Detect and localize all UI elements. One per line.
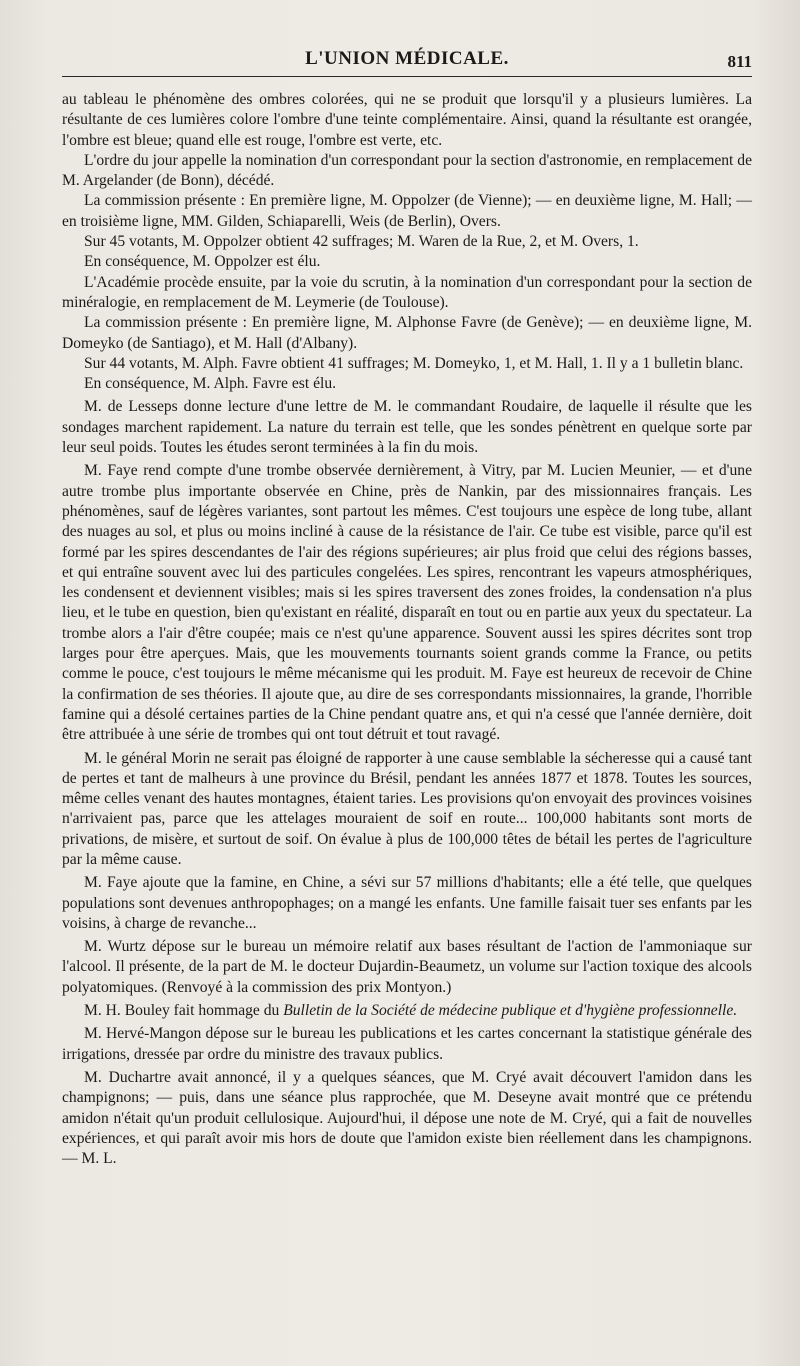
paragraph-mineralogy-result: En conséquence, M. Alph. Favre est élu. xyxy=(84,375,337,393)
bouley-text: M. H. Bouley fait hommage du xyxy=(84,1002,284,1020)
page-number: 811 xyxy=(727,52,752,71)
paragraph-astronomy-result: En conséquence, M. Oppolzer est élu. xyxy=(84,253,321,271)
paragraph-mineralogy-nomination: L'Académie procède ensuite, par la voie du scrutin, à la nomination d'un correspondant pour la section de minéralogie, en remplacement de M. Leymerie (de Toulouse). xyxy=(62,273,752,311)
paragraph-herve-mangon: M. Hervé-Mangon dépose sur le bureau les publications et les cartes concernant la statistique générale des irrigations, dressée par ordre du ministre des travaux publics. xyxy=(62,1025,752,1063)
bulletin-title: Bulletin de la Société de médecine publique et d'hygiène professionnelle. xyxy=(283,1002,738,1020)
paragraph-astronomy-nomination: L'ordre du jour appelle la nomination d'un correspondant pour la section d'astronomie, en remplacement de M. Argelander (de Bonn), décédé. xyxy=(62,151,752,190)
article-body xyxy=(62,90,752,1169)
paragraph-duchartre: M. Duchartre avait annoncé, il y a quelques séances, que M. Cryé avait découvert l'amidon dans les champignons; — puis, dans une séance plus rapprochée, que M. Deseyne avait montré que ce prétendu amidon n'était qu'un produit cellulosique. Aujourd'hui, il dépose une note de M. Cryé, qui a fait de nouvelles expériences, et qui paraît avoir mis hors de doute que l'amidon existe bien réellement dans les champignons. — M. L. xyxy=(62,1068,752,1168)
paragraph-mineralogy-commission: La commission présente : En première ligne, M. Alphonse Favre (de Genève); — en deuxième ligne, M. Domeyko (de Santiago), et M. Hall (d'Albany). xyxy=(62,314,752,352)
paragraph-astronomy-vote: Sur 45 votants, M. Oppolzer obtient 42 suffrages; M. Waren de la Rue, 2, et M. Overs, 1. xyxy=(84,233,639,251)
running-header xyxy=(62,42,752,77)
paragraph-wurtz: M. Wurtz dépose sur le bureau un mémoire relatif aux bases résultant de l'action de l'ammoniaque sur l'alcool. Il présente, de la part de M. le docteur Dujardin-Beaumetz, un volume sur l'action toxique des alcools polyatomiques. (Renvoyé à la commission des prix Montyon.) xyxy=(62,938,752,996)
paragraph-bouley xyxy=(62,1001,752,1021)
paragraph-lesseps: M. de Lesseps donne lecture d'une lettre de M. le commandant Roudaire, de laquelle il résulte que les sondages marchent rapidement. La nature du terrain est telle, que les sondes pénètrent en quelque sorte par leur seul poids. Toutes les études seront terminées à la fin du mois. xyxy=(62,398,752,457)
paragraph-continuation: au tableau le phénomène des ombres colorées, qui ne se produit que lorsqu'il y a plusieurs lumières. La résultante de ces lumières colore l'ombre d'une teinte complémentaire. Ainsi, quand la résultante est orangée, l'ombre est bleue; quand elle est rouge, l'ombre est verte, etc. xyxy=(62,91,752,149)
paragraph-faye-famine: M. Faye ajoute que la famine, en Chine, a sévi sur 57 millions d'habitants; elle a été telle, que quelques populations sont devenues anthropophages; on a mangé les enfants. Une famille faisait tuer ses enfants par les voisins, à charge de revanche... xyxy=(62,874,752,932)
paragraph-mineralogy-vote: Sur 44 votants, M. Alph. Favre obtient 41 suffrages; M. Domeyko, 1, et M. Hall, 1. Il y a 1 bulletin blanc. xyxy=(84,354,744,372)
journal-title: L'UNION MÉDICALE. xyxy=(305,48,509,69)
paragraph-astronomy-commission: La commission présente : En première ligne, M. Oppolzer (de Vienne); — en deuxième ligne, M. Hall; — en troisième ligne, MM. Gilden, Schiaparelli, Weis (de Berlin), Overs. xyxy=(62,192,752,230)
paragraph-morin: M. le général Morin ne serait pas éloigné de rapporter à une cause semblable la sécheresse qui a causé tant de pertes et tant de malheurs à une province du Brésil, pendant les années 1877 et 1878. Toutes les sources, même celles venant des hautes montagnes, étaient taries. Les provisions qu'on envoyait des provinces voisines n'arrivaient pas, parce que les attelages mouraient de soif en route... 100,000 habitants sont morts de privations, de misère, et surtout de soif. On évalue à plus de 100,000 têtes de bétail les pertes de l'agriculture par la même cause. xyxy=(62,749,752,868)
paragraph-faye-trombe: M. Faye rend compte d'une trombe observée dernièrement, à Vitry, par M. Lucien Meunier, — et d'une autre trombe plus importante observée en Chine, près de Nankin, par des missionnaires français. Les phénomènes, sauf de légères variantes, sont partout les mêmes. C'est toujours une espèce de long tube, allant des nuages au sol, et plus ou moins incliné à cause de la résistance de l'air. Ce tube est visible, parce qu'il est formé par les spires descendantes de l'air des régions supérieures; air plus froid que celui des régions basses, et qui entraîne souvent avec lui des particules congelées. Les spires, rencontrant les vapeurs atmosphériques, les condensent et deviennent visibles; mais si les spires traversent des zones froides, la condensation n'a plus lieu, et le tube en question, bien qu'existant en réalité, disparaît en tout ou en partie aux yeux du spectateur. La trombe alors a l'air d'être coupée; mais ce n'est qu'une apparence. Souvent aussi les spires décrites sont trop larges pour être aperçues. Mais, que les mouvements tournants soient grands comme la France, ou petits comme le pouce, c'est toujours le même mécanisme qui les produit. M. Faye est heureux de recevoir de Chine la confirmation de ses théories. Il ajoute que, au dire de ses correspondants missionnaires, la grande, l'horrible famine qui a désolé certaines parties de la Chine pendant quatre ans, et qui n'a cessé que l'année dernière, doit être attribuée à une série de trombes qui ont tout détruit et tout ravagé. xyxy=(62,462,752,744)
